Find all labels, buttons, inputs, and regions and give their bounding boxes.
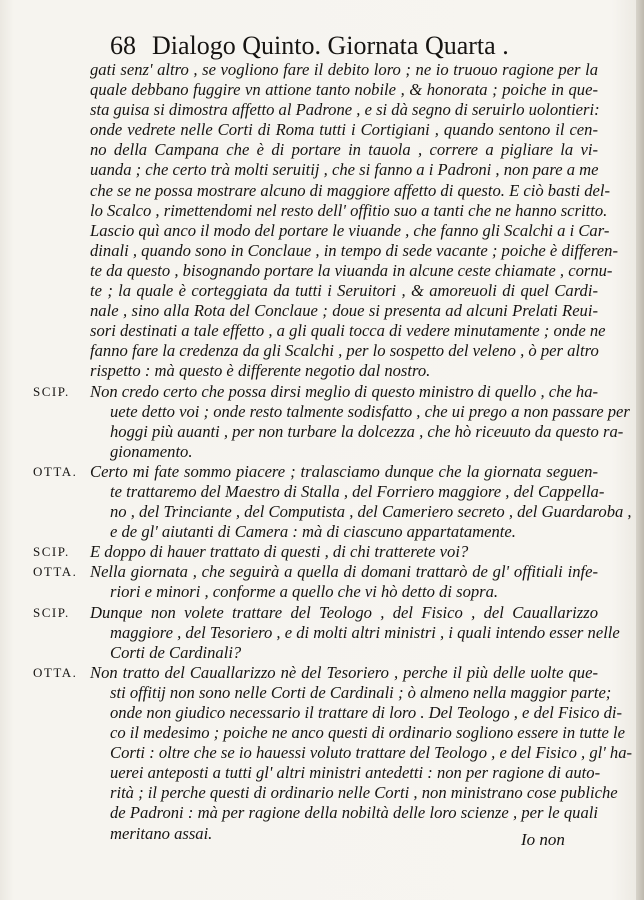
speaker-label: OTTA. — [33, 564, 78, 580]
line-text: gionamento. — [110, 441, 193, 461]
text-line — [0, 120, 644, 140]
text-line — [0, 502, 644, 522]
line-text: onde non giudico necessario il trattare di loro . Del Teologo , e del Fisico di- — [110, 703, 623, 722]
line-text: uerei anteposti a tutti gl' altri ministri antedetti : non per ragione di auto- — [110, 763, 601, 783]
text-line — [0, 140, 644, 160]
line-text: sta guisa si dimostra affetto al Padrone , e si dà segno di seruirlo uolontieri: — [90, 100, 600, 120]
text-line — [0, 221, 644, 241]
text-line — [0, 663, 644, 683]
line-text: de Padroni : mà per ragione della nobiltà delle loro scienze , per le quali — [110, 803, 598, 823]
text-line — [0, 623, 644, 643]
text-line — [0, 201, 644, 221]
line-text: che se ne possa mostrare alcuno di maggiore affetto di questo. E ciò basti del- — [90, 180, 611, 200]
speaker-label: SCIP. — [33, 604, 70, 620]
text-line — [0, 763, 644, 783]
line-text: riori e minori , conforme a quello che vi hò detto di sopra. — [110, 582, 499, 602]
line-text: no , del Trinciante , del Computista , del Cameriero secreto , del Guardaroba , — [110, 502, 632, 522]
text-line — [0, 723, 644, 743]
line-text: fanno fare la credenza da gli Scalchi , per lo sospetto del veleno , ò per altro — [90, 341, 599, 361]
line-text: te trattaremo del Maestro di Stalla , del Forriero maggiore , del Cappella- — [110, 481, 605, 501]
line-text: hoggi più auanti , per non turbare la dolcezza , che hò riceuuto da questo ra- — [110, 421, 624, 441]
text-line — [0, 582, 644, 602]
text-line — [0, 241, 644, 261]
text-line — [0, 442, 644, 462]
line-text: Nella giornata , che seguirà a quella di domani trattarò de gl' offitiali infe- — [90, 562, 598, 582]
page-header — [110, 30, 630, 62]
speaker-label: OTTA. — [33, 463, 78, 479]
line-text: e de gl' aiutanti di Camera : mà di ciascuno appartatamente. — [110, 522, 516, 542]
text-line — [0, 803, 644, 823]
line-text: sti offitij non sono nelle Corti de Cardinali ; ò almeno nella maggior parte; — [110, 682, 612, 702]
text-line — [0, 261, 644, 281]
text-line — [0, 341, 644, 361]
text-line — [0, 482, 644, 502]
line-text: onde vedrete nelle Corti di Roma tutti i Cortigiani , quando sentono il cen- — [90, 120, 598, 140]
text-line — [0, 382, 644, 402]
speaker-label: SCIP. — [33, 383, 70, 399]
text-line — [0, 783, 644, 803]
catchword: Io non — [521, 830, 565, 849]
speaker-label: OTTA. — [33, 664, 78, 680]
running-title: Dialogo Quinto. Giornata Quarta . — [152, 31, 509, 60]
line-text: meritano assai. — [110, 823, 213, 843]
speaker-label: SCIP. — [33, 544, 70, 560]
line-text: Corti : oltre che se io hauessi voluto trattare del Teologo , e del Fisico , gl' ha- — [110, 743, 633, 763]
text-line — [0, 321, 644, 341]
text-line — [0, 160, 644, 180]
text-line — [0, 603, 644, 623]
line-text: uete detto voi ; onde resto talmente sodisfatto , che ui prego a non passare per — [110, 401, 630, 421]
line-text: maggiore , del Tesoriero , e di molti altri ministri , i quali intendo esser nelle — [110, 622, 620, 642]
line-text: Certo mi fate sommo piacere ; tralasciamo dunque che la giornata seguen- — [90, 461, 598, 481]
line-text: nale , sino alla Rota del Conclaue ; doue si presenta ad alcuni Prelati Reui- — [90, 301, 598, 321]
page-number: 68 — [110, 31, 136, 60]
line-text: Lascio quì anco il modo del portare le viuande , che fanno gli Scalchi a i Car- — [90, 220, 610, 240]
body-text — [0, 60, 644, 844]
text-line — [0, 743, 644, 763]
text-line — [0, 60, 644, 80]
line-text: no della Campana che è di portare in tauola , correre a pigliare la vi- — [90, 140, 598, 160]
line-text: Non credo certo che possa dirsi meglio di questo ministro di quello , che ha- — [90, 381, 599, 401]
line-text: te ; la quale è corteggiata da tutti i Seruitori , & amoreuoli di quel Cardi- — [90, 281, 598, 301]
text-line — [0, 402, 644, 422]
text-line — [0, 703, 644, 723]
text-line — [0, 181, 644, 201]
text-line — [0, 80, 644, 100]
line-text: rità ; il perche questi di ordinario nelle Corti , non ministrano cose publiche — [110, 783, 618, 803]
text-line — [0, 361, 644, 381]
line-text: E doppo di hauer trattato di questi , di chi tratterete voi? — [90, 542, 469, 562]
line-text: Dunque non volete trattare del Teologo , del Fisico , del Cauallarizzo — [90, 602, 598, 622]
line-text: quale debbano fuggire vn attione tanto nobile , & honorata ; poiche in que- — [90, 80, 598, 100]
text-line — [0, 562, 644, 582]
line-text: co il medesimo ; poiche ne anco questi di ordinario sogliono essere in tutte le — [110, 723, 625, 743]
text-line — [0, 462, 644, 482]
text-line — [0, 301, 644, 321]
line-text: gati senz' altro , se vogliono fare il debito loro ; ne io truouo ragione per la — [90, 60, 598, 79]
line-text: sori destinati a tale effetto , a gli quali tocca di vedere minutamente ; onde ne — [90, 321, 606, 341]
text-line — [0, 542, 644, 562]
line-text: Corti de Cardinali? — [110, 642, 242, 662]
text-line — [0, 643, 644, 663]
line-text: lo Scalco , rimettendomi nel resto dell' offitio suo a tanti che ne hanno scritto. — [90, 200, 608, 220]
text-line — [0, 281, 644, 301]
text-line — [0, 522, 644, 542]
line-text: te da questo , bisognando portare la viuanda in alcune ceste chiamate , cornu- — [90, 260, 613, 280]
line-text: Non tratto del Cauallarizzo nè del Tesoriero , perche il più delle uolte que- — [90, 662, 598, 682]
line-text: dinali , quando sono in Conclaue , in tempo di sede vacante ; poiche è differen- — [90, 240, 618, 260]
line-text: rispetto : mà questo è differente negotio dal nostro. — [90, 361, 431, 381]
text-line — [0, 100, 644, 120]
line-text: uanda ; che certo trà molti seruitij , che si fanno a i Padroni , non pare a me — [90, 160, 599, 180]
text-line — [0, 683, 644, 703]
text-line — [0, 422, 644, 442]
